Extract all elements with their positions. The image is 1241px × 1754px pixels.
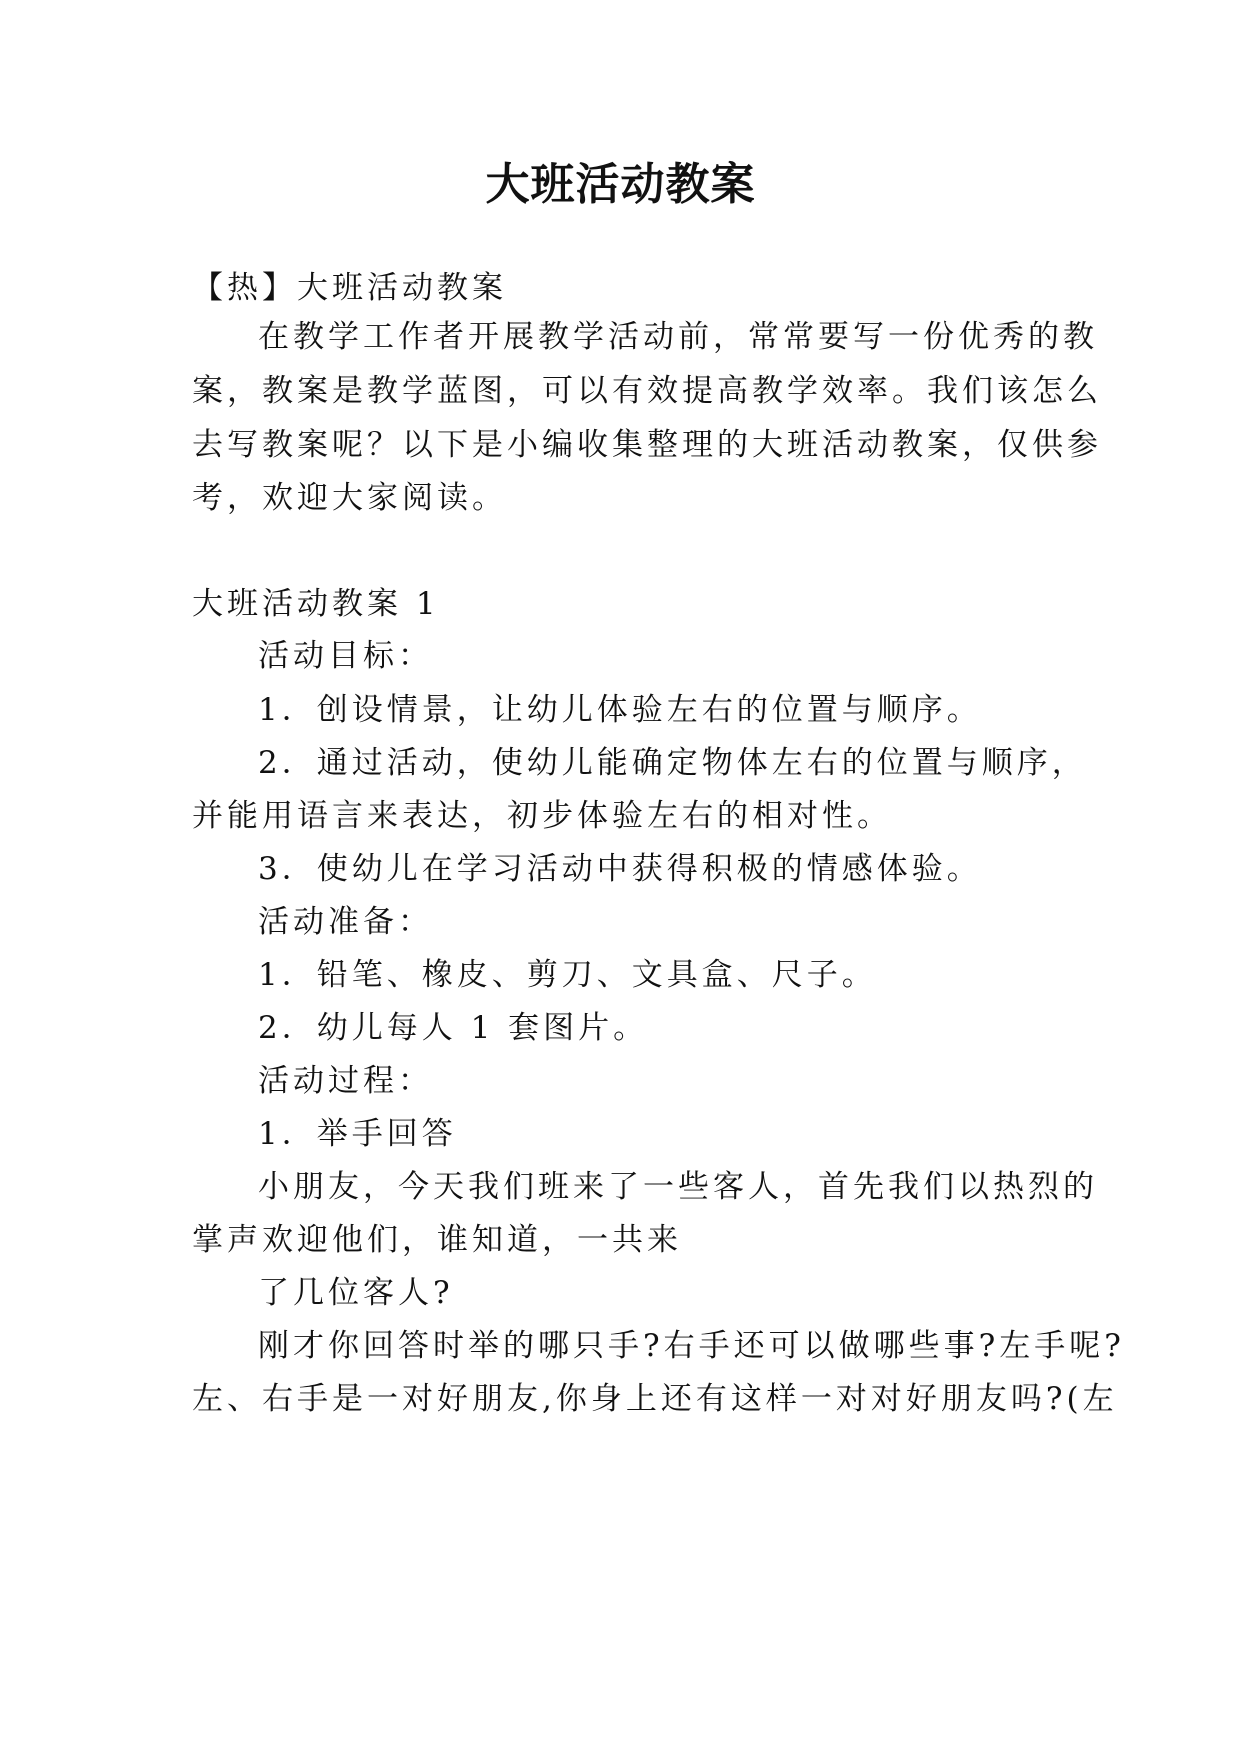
intro-line-1: 在教学工作者开展教学活动前，常常要写一份优秀的教: [258, 319, 1098, 355]
goal-item-1: 1．创设情景，让幼儿体验左右的位置与顺序。: [258, 692, 982, 728]
paragraph-1-line-3: 了几位客人?: [258, 1275, 454, 1311]
goal-item-2-line-1: 2．通过活动，使幼儿能确定物体左右的位置与顺序，: [258, 745, 1087, 781]
intro-line-2: 案，教案是教学蓝图，可以有效提高教学效率。我们该怎么: [192, 373, 1102, 409]
prep-item-2: 2．幼儿每人 1 套图片。: [258, 1010, 649, 1046]
paragraph-2-line-1: 刚才你回答时举的哪只手?右手还可以做哪些事?左手呢?: [258, 1328, 1125, 1364]
prep-item-1: 1．铅笔、橡皮、剪刀、文具盒、尺子。: [258, 957, 877, 993]
document-subtitle: 【热】大班活动教案: [192, 270, 507, 306]
paragraph-1-line-2: 掌声欢迎他们，谁知道，一共来: [192, 1222, 682, 1258]
goal-item-2-line-2: 并能用语言来表达，初步体验左右的相对性。: [192, 798, 892, 834]
goals-heading: 活动目标：: [258, 638, 433, 674]
paragraph-2-line-2: 左、右手是一对好朋友,你身上还有这样一对对好朋友吗?(左: [192, 1381, 1118, 1417]
intro-line-3: 去写教案呢？以下是小编收集整理的大班活动教案，仅供参: [192, 427, 1102, 463]
section-heading: 大班活动教案 1: [192, 586, 440, 622]
process-heading: 活动过程：: [258, 1063, 433, 1099]
intro-line-4: 考，欢迎大家阅读。: [192, 480, 507, 516]
prep-heading: 活动准备：: [258, 904, 433, 940]
goal-item-3: 3．使幼儿在学习活动中获得积极的情感体验。: [258, 851, 982, 887]
paragraph-1-line-1: 小朋友，今天我们班来了一些客人，首先我们以热烈的: [258, 1169, 1098, 1205]
document-title: 大班活动教案: [485, 159, 756, 210]
process-step-1-heading: 1．举手回答: [258, 1116, 457, 1152]
